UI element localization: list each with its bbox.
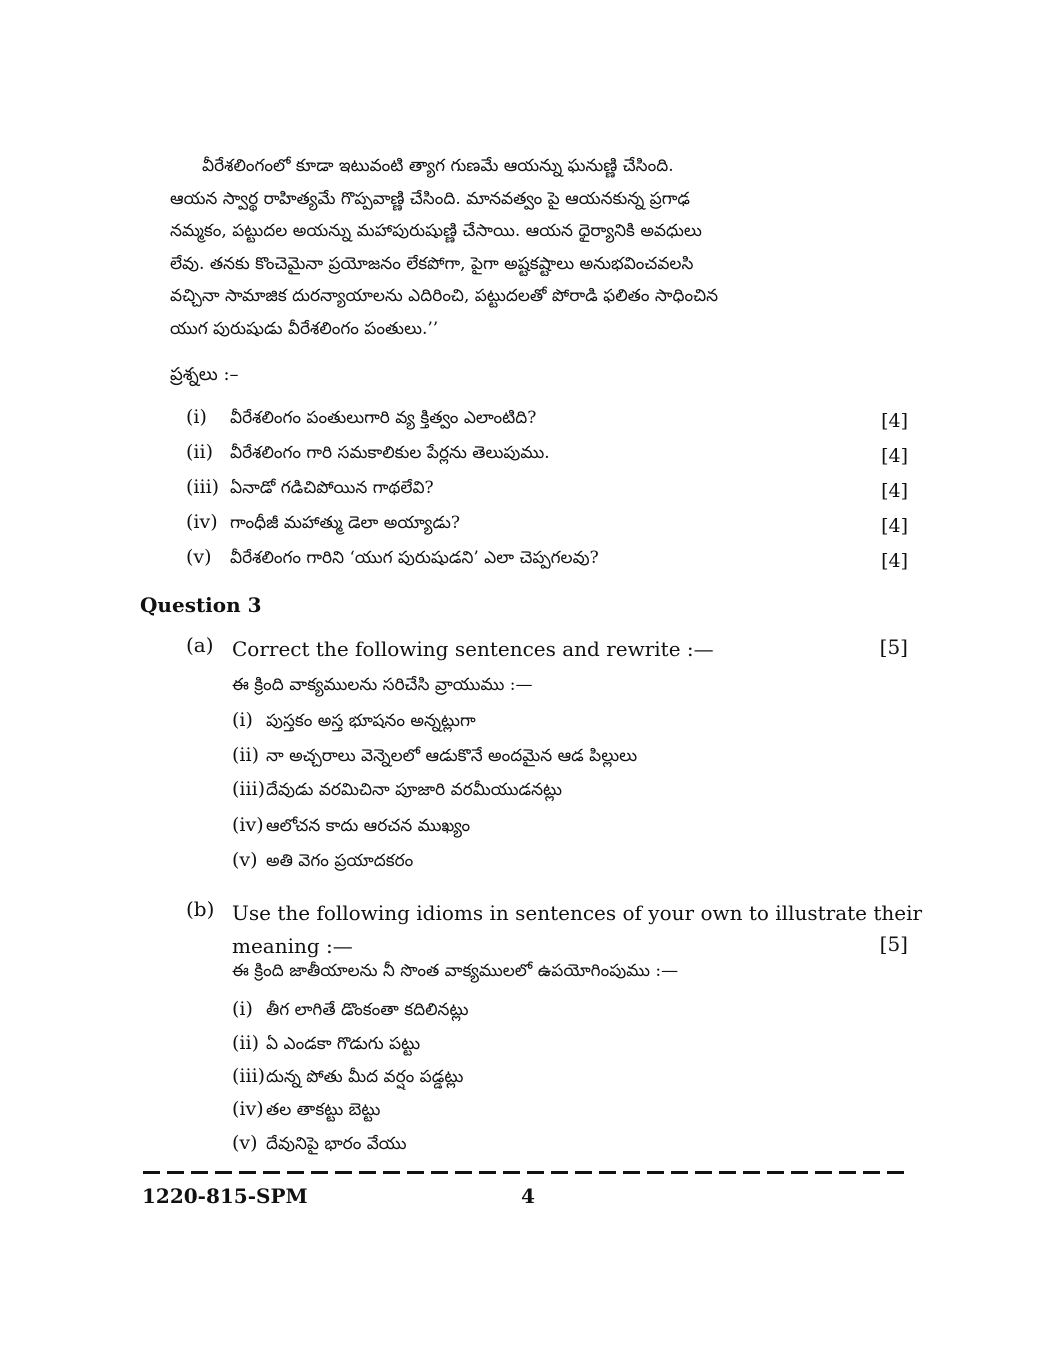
question-marks: [4] xyxy=(881,445,908,467)
question-item xyxy=(186,546,910,581)
page-number: 4 xyxy=(521,1184,535,1208)
section-letter: (b) xyxy=(186,897,215,921)
item-text: దున్న పోతు మీద వర్షం పడ్డట్లు xyxy=(266,1067,464,1087)
question-text: గాంధీజీ మహాత్ము డెలా అయ్యాడు? xyxy=(230,513,461,533)
list-item xyxy=(232,1032,420,1058)
item-number: (ii) xyxy=(232,1032,259,1054)
section-b-instruction-line1: Use the following idioms in sentences of your own to illustrate their xyxy=(232,901,923,925)
passage-line: వచ్చినా సామాజిక దురన్యాయాలను ఎదిరించి, పట్టుదలతో పోరాడి ఫలితం సాధించిన xyxy=(170,286,719,306)
list-item xyxy=(232,709,476,735)
section-a-telugu-instruction: ఈ క్రింది వాక్యములను సరిచేసి వ్రాయుము :— xyxy=(232,675,533,695)
section-b-telugu-instruction: ఈ క్రింది జాతీయాలను నీ సొంత వాక్యములలో ఉపయోగింపుము :— xyxy=(232,961,679,981)
passage-line: లేవు. తనకు కొంచెమైనా ప్రయోజనం లేకపోగా, పైగా అష్టకష్టాలు అనుభవించవలసి xyxy=(170,253,694,274)
question-marks: [4] xyxy=(881,410,908,432)
question-text: వీరేశలింగం పంతులుగారి వ్య క్తిత్వం ఎలాంటిది? xyxy=(230,408,537,428)
paper-code: 1220-815-SPM xyxy=(142,1184,308,1208)
list-item xyxy=(232,1132,407,1158)
item-text: తల తాకట్టు బెట్టు xyxy=(266,1100,381,1120)
item-number: (i) xyxy=(232,998,253,1020)
passage-line: యుగ పురుషుడు వీరేశలింగం పంతులు.’’ xyxy=(170,318,439,339)
section-b-instruction-line2: meaning :— xyxy=(232,934,353,958)
passage-line: నమ్మకం, పట్టుదల అయన్ను మహాపురుషుణ్ణి చేసాయి. ఆయన ధైర్యానికి అవధులు xyxy=(170,221,702,241)
item-text: తీగ లాగితే డొంకంతా కదిలినట్లు xyxy=(266,1000,469,1020)
question-text: వీరేశలింగం గారి సమకాలికుల పేర్లను తెలుపుము. xyxy=(230,443,550,463)
list-item xyxy=(232,849,413,875)
item-text: దేవునిపై భారం వేయు xyxy=(266,1134,407,1154)
questions-heading: ప్రశ్నలు :– xyxy=(170,364,239,385)
question-marks: [4] xyxy=(881,550,908,572)
list-item xyxy=(232,814,470,840)
list-item xyxy=(232,744,637,770)
item-text: అతి వెగం ప్రయాదకరం xyxy=(266,851,414,871)
passage-paragraph xyxy=(170,150,850,345)
item-number: (iv) xyxy=(232,814,264,836)
item-number: (i) xyxy=(232,709,253,731)
item-text: పుస్తకం అస్త భూషనం అన్నట్లుగా xyxy=(266,711,476,731)
section-a-instruction: Correct the following sentences and rewrite :— xyxy=(232,637,714,661)
item-text: ఆలోచన కాదు ఆరచన ముఖ్యం xyxy=(266,816,471,836)
item-text: నా అచ్చరాలు వెన్నెలలో ఆడుకొనే అందమైన ఆడ పిల్లులు xyxy=(266,746,638,766)
list-item xyxy=(232,1065,463,1091)
list-item xyxy=(232,1098,380,1124)
item-number: (ii) xyxy=(232,744,259,766)
item-text: దేవుడు వరమిచినా పూజారి వరమీయుడనట్లు xyxy=(266,780,563,800)
section-a-marks: [5] xyxy=(879,635,908,659)
question-marks: [4] xyxy=(881,480,908,502)
passage-line: ఆయన స్వార్థ రాహిత్యమే గొప్పవాణ్ణి చేసింది. మానవత్వం పై ఆయనకున్న ప్రగాఢ xyxy=(170,188,690,209)
question-item xyxy=(186,511,910,546)
item-number: (v) xyxy=(232,1132,258,1154)
item-number: (iv) xyxy=(232,1098,264,1120)
section-letter: (a) xyxy=(186,633,214,657)
list-item xyxy=(232,998,468,1024)
question-item xyxy=(186,476,910,511)
passage-line: వీరేశలింగంలో కూడా ఇటువంటి త్యాగ గుణమే ఆయన్ను ఘనుణ్ణి చేసింది. xyxy=(202,156,674,176)
question-marks: [4] xyxy=(881,515,908,537)
question-text: వీరేశలింగం గారిని ‘యుగ పురుషుడని’ ఎలా చెప్పగలవు? xyxy=(230,548,599,568)
item-text: ఏ ఎండకా గొడుగు పట్టు xyxy=(266,1034,421,1054)
question-3-heading: Question 3 xyxy=(140,593,262,617)
item-number: (v) xyxy=(232,849,258,871)
question-item xyxy=(186,441,910,476)
list-item xyxy=(232,778,562,804)
question-number: (v) xyxy=(186,546,212,568)
footer-divider xyxy=(143,1171,911,1174)
question-number: (iv) xyxy=(186,511,218,533)
question-number: (ii) xyxy=(186,441,213,463)
questions-list xyxy=(186,406,910,581)
question-number: (i) xyxy=(186,406,207,428)
question-item xyxy=(186,406,910,441)
question-number: (iii) xyxy=(186,476,220,498)
item-number: (iii) xyxy=(232,1065,266,1087)
question-text: ఏనాడో గడిచిపోయిన గాథలేవి? xyxy=(230,478,434,498)
item-number: (iii) xyxy=(232,778,266,800)
section-b-marks: [5] xyxy=(879,932,908,956)
